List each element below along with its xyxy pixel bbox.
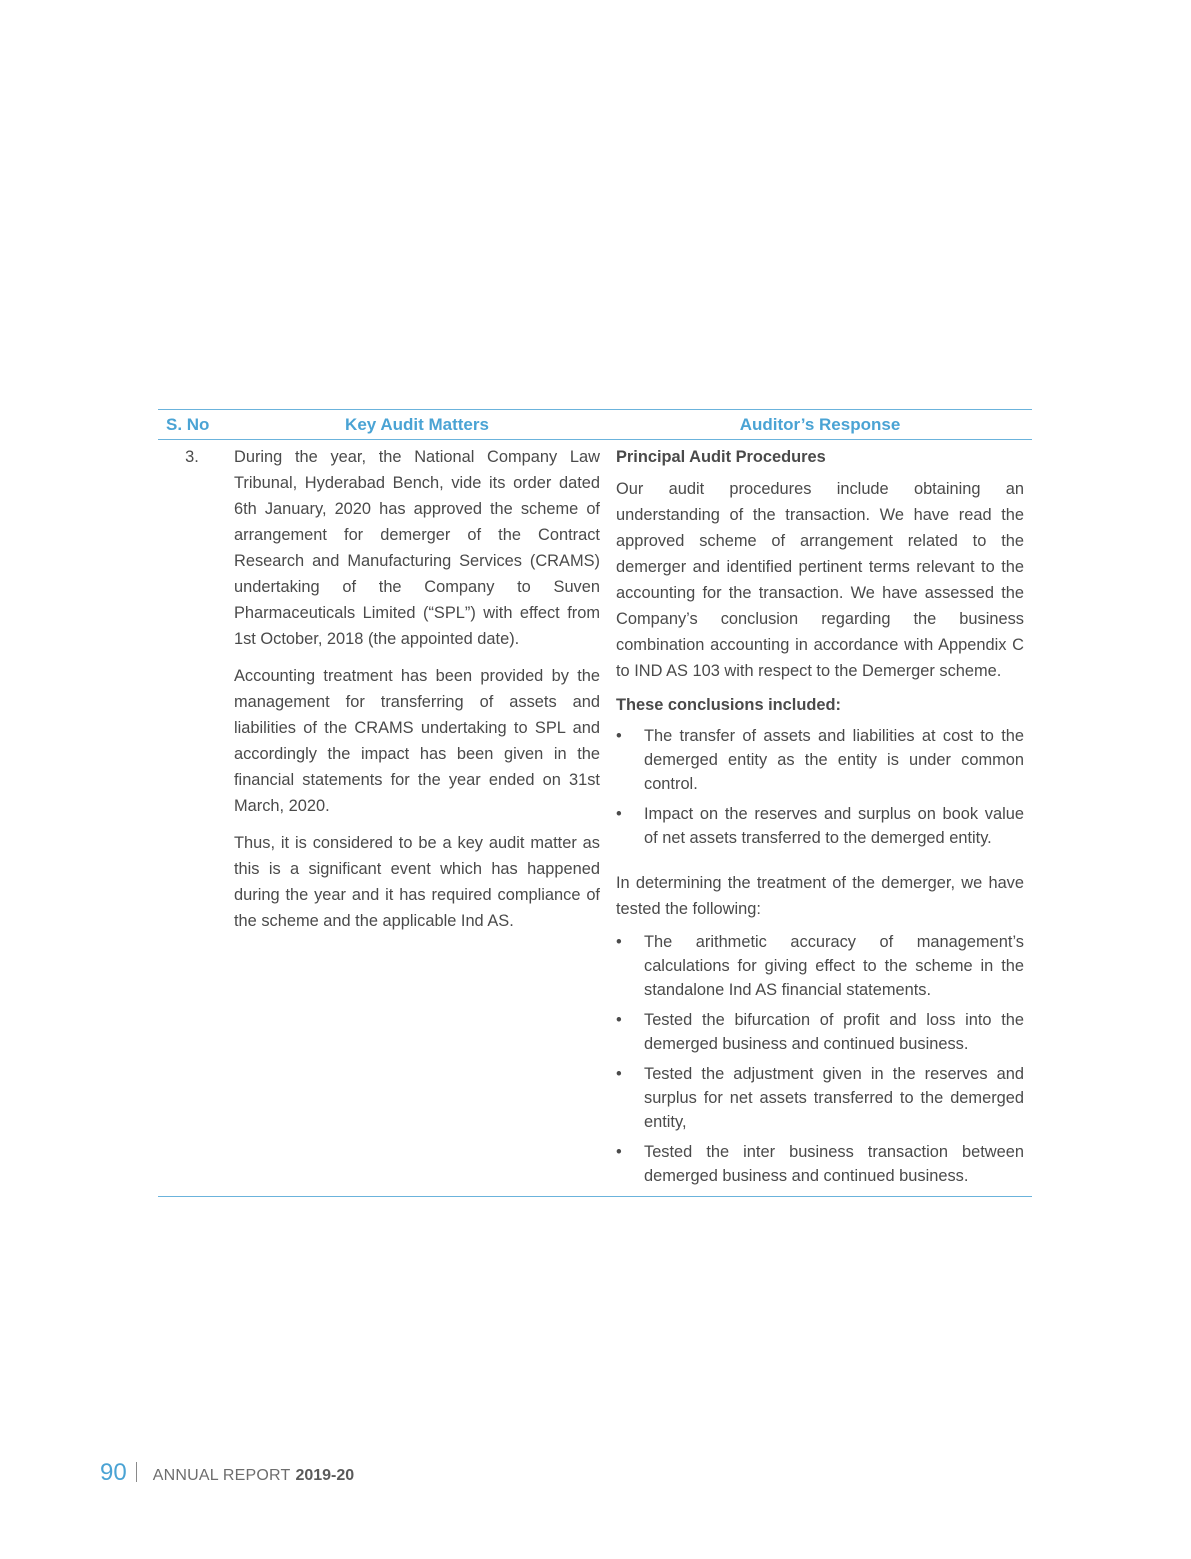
list-item [616,1008,1024,1056]
kam-paragraph: During the year, the National Company Law Tribunal, Hyderabad Bench, vide its order dated 6th January, 2020 has approved the scheme of arrangement for demerger of the Contract Research and Manufacturing Services (CRAMS) undertaking of the Company to Suven Pharmaceuticals Limited (“SPL”) with effect from 1st October, 2018 (the appointed date). [234,448,600,648]
list-item-text: The transfer of assets and liabilities at cost to the demerged entity as the entity is under common control. [644,727,1024,793]
header-key-audit-matters: Key Audit Matters [226,410,608,440]
report-year: 2019-20 [295,1467,355,1484]
list-item-text: Impact on the reserves and surplus on book value of net assets transferred to the demerged entity. [644,805,1024,847]
list-item-text: Tested the inter business transaction between demerged business and continued business. [644,1143,1024,1185]
bullet-icon: • [616,727,622,745]
list-item-text: The arithmetic accuracy of management’s calculations for giving effect to the scheme in the standalone Ind AS financial statements. [644,933,1024,999]
row-sno: 3. [158,440,226,1197]
bullet-icon: • [616,1011,622,1029]
list-item-text: Tested the bifurcation of profit and loss into the demerged business and continued business. [644,1011,1024,1053]
page-number: 90 [100,1459,127,1486]
conclusions-list [616,724,1024,850]
list-item-text: Tested the adjustment given in the reserves and surplus for net assets transferred to the demerged entity, [644,1065,1024,1131]
bullet-icon: • [616,1143,622,1161]
report-label: ANNUAL REPORT [152,1467,291,1484]
table-header-row [158,410,1032,440]
list-item [616,802,1024,850]
bullet-icon: • [616,805,622,823]
bullet-icon: • [616,933,622,951]
key-audit-matters-table [158,409,1032,1197]
conclusions-heading: These conclusions included: [616,696,841,714]
response-heading: Principal Audit Procedures [616,448,826,466]
response-intro: Our audit procedures include obtaining an understanding of the transaction. We have read the approved scheme of arrangement related to the demerger and identified pertinent terms relevant to the accounting for the transaction. We have assessed the Company’s conclusion regarding the business combination accounting in accordance with Appendix C to IND AS 103 with respect to the Demerger scheme. [616,480,1024,680]
table-row [158,440,1032,1197]
tests-list [616,930,1024,1188]
bullet-icon: • [616,1065,622,1083]
list-item [616,724,1024,796]
header-sno: S. No [158,410,226,440]
key-audit-matter-cell [226,440,608,1197]
auditors-response-cell [608,440,1032,1197]
list-item [616,1140,1024,1188]
kam-paragraph: Thus, it is considered to be a key audit matter as this is a significant event which has happened during the year and it has required compliance of the scheme and the applicable Ind AS. [234,834,600,930]
page-footer [100,1459,354,1487]
header-auditors-response: Auditor’s Response [608,410,1032,440]
list-item [616,930,1024,1002]
footer-divider [136,1462,137,1482]
kam-paragraph: Accounting treatment has been provided by the management for transferring of assets and liabilities of the CRAMS undertaking to SPL and accordingly the impact has been given in the financial statements for the year ended on 31st March, 2020. [234,667,600,815]
list-item [616,1062,1024,1134]
tests-intro: In determining the treatment of the demerger, we have tested the following: [616,874,1024,918]
